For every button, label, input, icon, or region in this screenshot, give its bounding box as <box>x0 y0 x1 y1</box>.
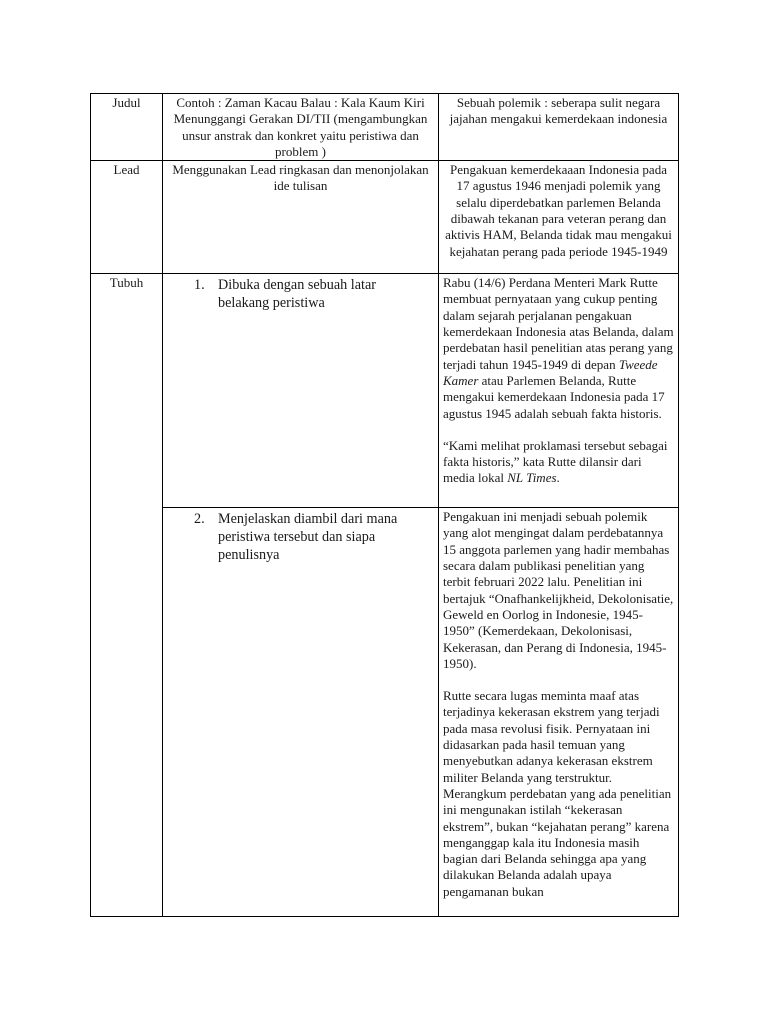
list-number: 2. <box>194 511 205 528</box>
row-label-judul: Judul <box>91 94 163 161</box>
body-text-1-cell <box>439 274 679 508</box>
list-text: Dibuka dengan sebuah latar belakang peristiwa <box>218 277 376 312</box>
lead-method-cell: Menggunakan Lead ringkasan dan menonjolakan ide tulisan <box>163 161 439 274</box>
row-label-lead: Lead <box>91 161 163 274</box>
body-step-1-cell <box>163 274 439 508</box>
list-item <box>167 275 434 312</box>
table-row <box>91 161 679 274</box>
paragraph: “Kami melihat proklamasi tersebut sebagai fakta historis,” kata Rutte dilansir dari media lokal NL Times. <box>443 437 668 486</box>
table-row <box>91 274 679 508</box>
body-text-2-cell <box>439 508 679 917</box>
title-cell: Sebuah polemik : seberapa sulit negara jajahan mengakui kemerdekaan indonesia <box>439 94 679 161</box>
list-item <box>167 509 434 564</box>
lead-text-cell: Pengakuan kemerdekaaan Indonesia pada 17 agustus 1946 menjadi polemik yang selalu diperdebatkan parlemen Belanda dibawah tekanan para veteran perang dan aktivis HAM, Belanda tidak mau mengakui kejahatan perang pada periode 1945-1949 <box>439 161 679 274</box>
table-row <box>91 508 679 917</box>
paragraph: Pengakuan ini menjadi sebuah polemik yang alot mengingat dalam perdebatannya 15 anggota parlemen yang hadir membahas secara dalam publikasi penelitian yang terbit februari 2022 lalu. Penelitian ini bertajuk “Onafhankelijkheid, Dekolonisatie, Geweld en Oorlog in Indonesie, 1945-1950” (Kemerdekaan, Dekolonisasi, Kekerasan, dan Perang di Indonesia, 1945-1950). <box>443 509 674 671</box>
row-label-tubuh: Tubuh <box>91 274 163 917</box>
body-step-2-cell <box>163 508 439 917</box>
paragraph: Rutte secara lugas meminta maaf atas terjadinya kekerasan ekstrem yang terjadi pada masa revolusi fisik. Pernyataan ini didasarkan pada hasil temuan yang menyebutkan adanya kekerasan ekstrem militer Belanda yang terstruktur. Merangkum perdebatan yang ada penelitian ini mengunakan istilah “kekerasan ekstrem”, bukan “kejahatan perang” karena menganggap kala itu Indonesia masih bagian dari Belanda sehingga apa yang dilakukan Belanda adalah upaya pengamanan bukan <box>443 688 672 899</box>
list-number: 1. <box>194 277 205 294</box>
table-row <box>91 94 679 161</box>
example-title-cell: Contoh : Zaman Kacau Balau : Kala Kaum Kiri Menunggangi Gerakan DI/TII (mengambungkan unsur anstrak dan konkret yaitu peristiwa dan problem ) <box>163 94 439 161</box>
paragraph: Rabu (14/6) Perdana Menteri Mark Rutte membuat pernyataan yang cukup penting dalam sejarah perjalanan pengakuan kemerdekaan Indonesia atas Belanda, dalam perdebatan hasil penelitian atas perang yang terjadi tahun 1945-1949 di depan Tweede Kamer atau Parlemen Belanda, Rutte mengakui kemerdekaan Indonesia pada 17 agustus 1945 adalah sebuah fakta historis. <box>443 275 674 421</box>
list-text: Menjelaskan diambil dari mana peristiwa tersebut dan siapa penulisnya <box>218 511 398 564</box>
outline-table <box>90 93 679 917</box>
